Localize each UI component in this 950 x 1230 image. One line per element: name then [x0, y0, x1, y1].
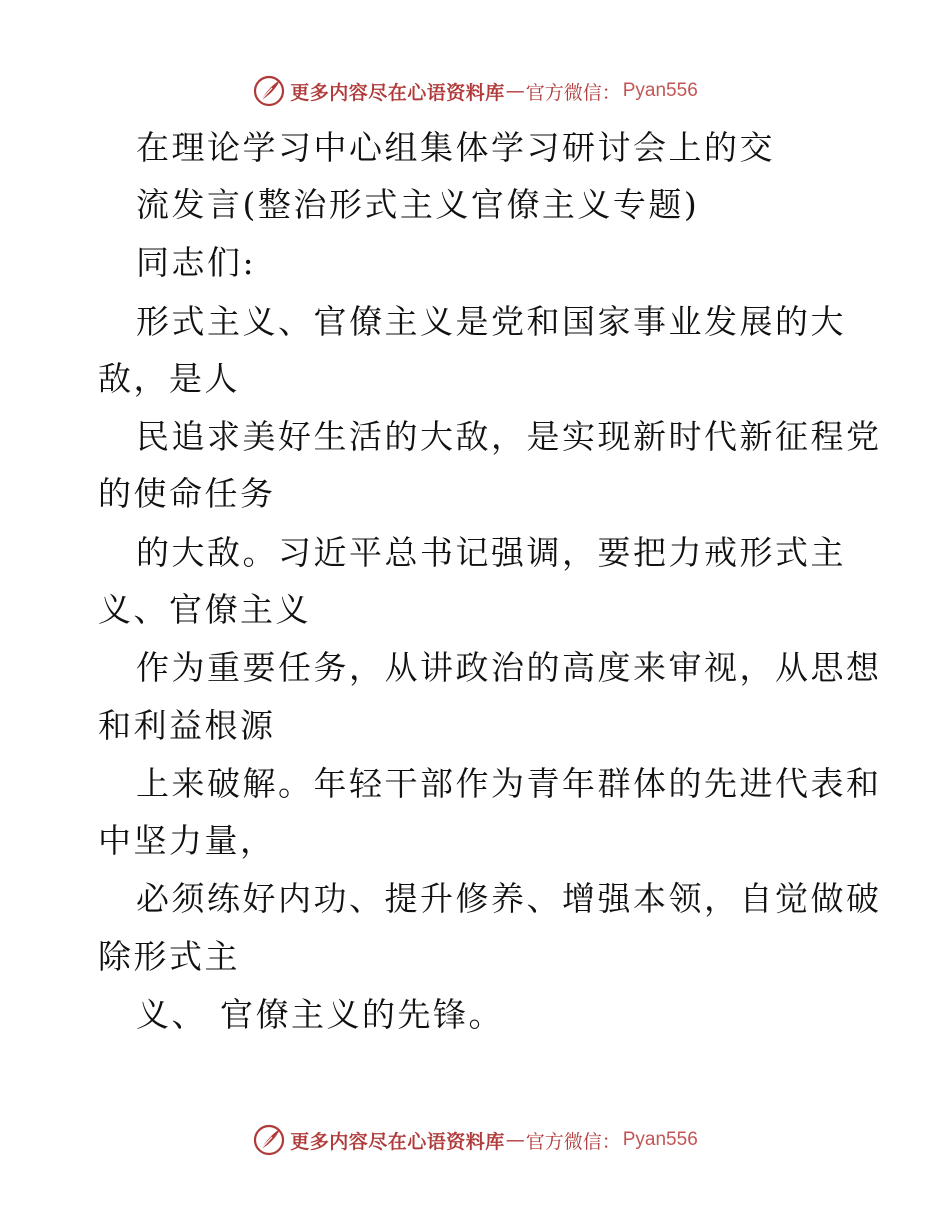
title-line-1: 在理论学习中心组集体学习研讨会上的交: [136, 128, 775, 167]
watermark-wechat-id: Pyan556: [622, 80, 698, 101]
watermark-wechat-label: 官方微信：: [525, 81, 621, 104]
body-line: 义、 官僚主义的先锋。: [136, 995, 504, 1034]
watermark-slogan: 更多内容尽在心语资料库: [290, 81, 505, 104]
watermark-wechat-id: Pyan556: [622, 1129, 698, 1150]
body-line: 民追求美好生活的大敌，是实现新时代新征程党: [136, 417, 882, 456]
body-line: 的使命任务: [98, 474, 276, 513]
body-line: 义、官僚主义: [98, 590, 311, 629]
body-line: 上来破解。年轻干部作为青年群体的先进代表和: [136, 764, 882, 803]
body-line: 作为重要任务，从讲政治的高度来审视，从思想: [136, 648, 882, 687]
body-line: 除形式主: [98, 937, 240, 976]
watermark-dash: —: [505, 1129, 525, 1151]
salutation: 同志们:: [136, 243, 257, 282]
watermark-slogan: 更多内容尽在心语资料库: [290, 1130, 505, 1153]
body-line: 中坚力量，: [98, 821, 276, 860]
footer-watermark: [0, 1120, 950, 1160]
body-line: 的大敌。习近平总书记强调，要把力戒形式主: [136, 533, 846, 572]
title-line-2: 流发言(整治形式主义官僚主义专题): [136, 185, 700, 224]
watermark-wechat-label: 官方微信：: [525, 1130, 621, 1153]
body-line: 敌，是人: [98, 359, 240, 398]
body-line: 必须练好内功、提升修养、增强本领，自觉做破: [136, 879, 882, 918]
feather-pen-icon: [252, 1123, 286, 1157]
body-line: 和利益根源: [98, 706, 276, 745]
watermark-dash: —: [505, 80, 525, 102]
body-line: 形式主义、官僚主义是党和国家事业发展的大: [136, 302, 846, 341]
